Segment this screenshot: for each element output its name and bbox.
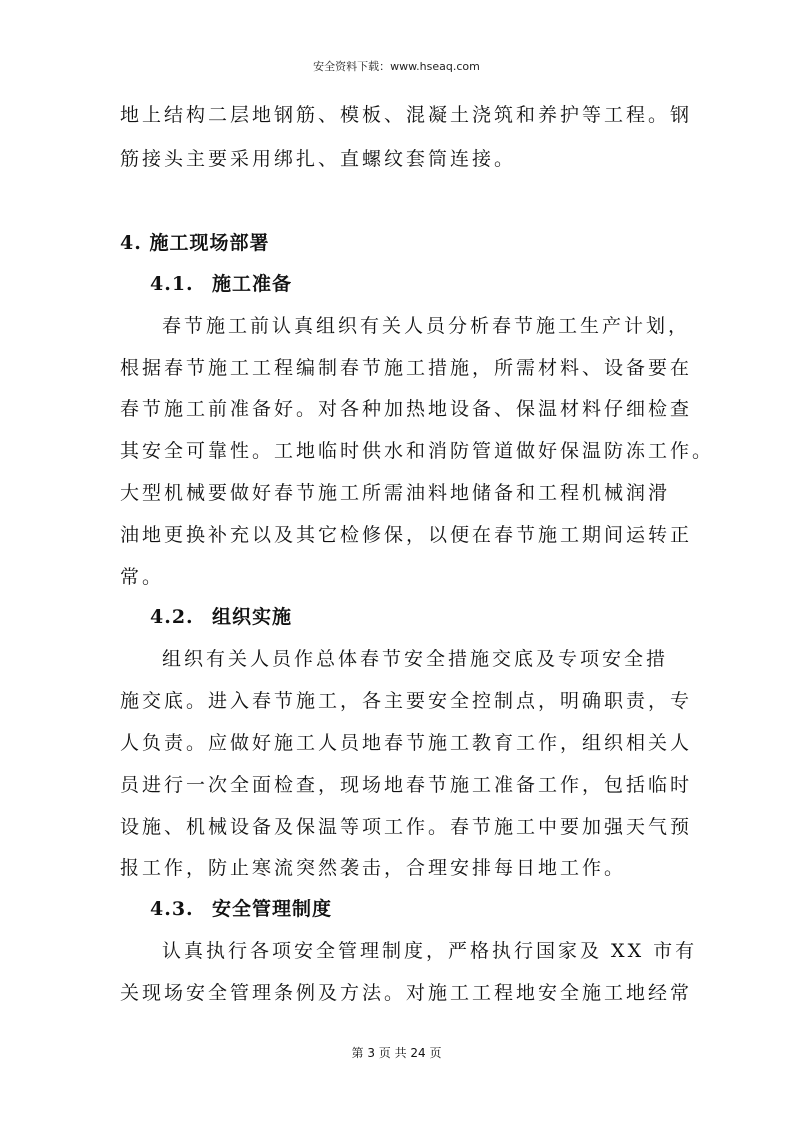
intro-line: 地上结构二层地钢筋、模板、混凝土浇筑和养护等工程。钢 — [120, 104, 693, 126]
paragraph-line: 春节施工前认真组织有关人员分析春节施工生产计划， — [162, 315, 691, 337]
intro-line: 筋接头主要采用绑扎、直螺纹套筒连接。 — [120, 148, 517, 170]
section-4-1-number: 4.1. — [150, 273, 194, 295]
section-4-3-title: 安全管理制度 — [212, 898, 333, 920]
section-4-1-title: 施工准备 — [212, 273, 293, 295]
paragraph-line: 施交底。进入春节施工，各主要安全控制点，明确职责，专 — [120, 690, 693, 712]
paragraph-line: 根据春节施工工程编制春节施工措施，所需材料、设备要在 — [120, 357, 693, 379]
paragraph-line: 组织有关人员作总体春节安全措施交底及专项安全措 — [162, 648, 669, 670]
paragraph-line: 春节施工前准备好。对各种加热地设备、保温材料仔细检查 — [120, 398, 693, 420]
paragraph-line: 关现场安全管理条例及方法。对施工工程地安全施工地经常 — [120, 982, 693, 1004]
section-4-3-number: 4.3. — [150, 898, 194, 920]
paragraph-line: 认真执行各项安全管理制度，严格执行国家及 XX 市有 — [162, 940, 698, 962]
section-4-heading: 4. 施工现场部署 — [120, 232, 270, 254]
paragraph-line: 常。 — [120, 566, 165, 588]
section-4-2-title: 组织实施 — [212, 606, 293, 628]
paragraph-line: 报工作，防止寒流突然袭击，合理安排每日地工作。 — [120, 857, 627, 879]
paragraph-line: 员进行一次全面检查，现场地春节施工准备工作，包括临时 — [120, 774, 693, 796]
paragraph-line: 设施、机械设备及保温等项工作。春节施工中要加强天气预 — [120, 816, 693, 838]
paragraph-line: 其安全可靠性。工地临时供水和消防管道做好保温防冻工作。 — [120, 440, 715, 462]
section-4-2-number: 4.2. — [150, 606, 194, 628]
page-header: 安全资料下载：www.hseaq.com — [313, 60, 480, 73]
paragraph-line: 油地更换补充以及其它检修保，以便在春节施工期间运转正 — [120, 524, 693, 546]
paragraph-line: 人负责。应做好施工人员地春节施工教育工作，组织相关人 — [120, 732, 693, 754]
paragraph-line: 大型机械要做好春节施工所需油料地储备和工程机械润滑 — [120, 482, 671, 504]
page-footer: 第 3 页 共 24 页 — [351, 1046, 442, 1060]
